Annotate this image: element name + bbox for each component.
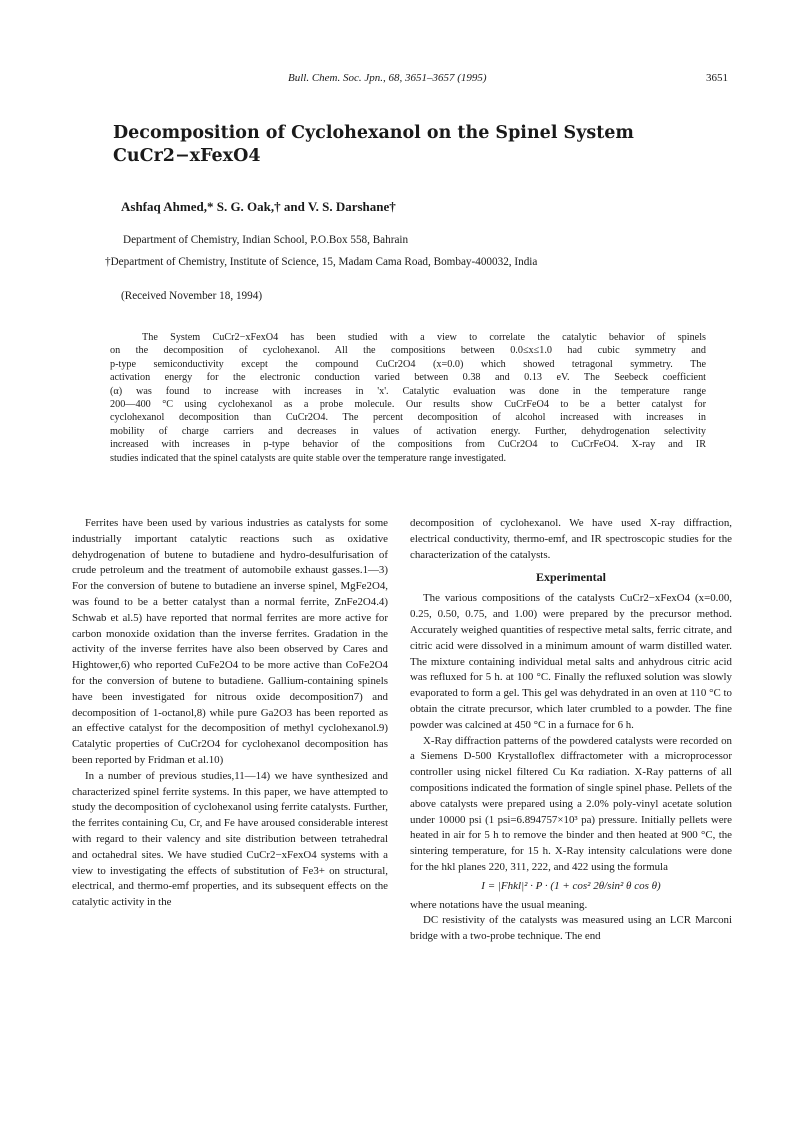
abstract-line: activation energy for the electronic conduction varied between 0.38 and 0.13 eV. The Seebeck coefficient: [110, 372, 706, 384]
journal-citation: Bull. Chem. Soc. Jpn., 68, 3651–3657 (1995): [288, 72, 487, 84]
page-number: 3651: [706, 72, 728, 84]
intro-continuation: decomposition of cyclohexanol. We have used X-ray diffraction, electrical conductivity, thermo-emf, and IR spectroscopic studies for the characterization of the catalysts.: [410, 517, 732, 561]
left-column: [72, 516, 388, 911]
intro-paragraph-1: Ferrites have been used by various industries as catalysts for some industrially important catalytic reactions such as oxidative dehydrogenation of butene to butadiene and hydro-desulfurisation of crude petroleum and the treatment of automobile exhaust gasses.1—3) For the conversion of butene to butadiene an inverse spinel, MgFe2O4, was found to be a better catalyst than a normal ferrite, ZnFe2O4.4) Schwab et al.5) have reported that normal ferrites are more active for carbon monoxide oxidation than the inverse ferrites. Gradation in the activity of the inverse ferrites have also been observed by Cares and Hightower,6) who reported CuFe2O4 to be more active than CoFe2O4 for the conversion of butene to butadiene. Gallium-containing spinels have been investigated for nitrous oxide decomposition7) and decomposition of 1-octanol,8) while pure Ga2O3 has been reported as an effective catalyst for the decomposition of methyl cyclohexanol.9) Catalytic properties of CuCr2O4 for cyclohexanol decomposition has been reported by Fridman et al.10): [72, 517, 388, 766]
author-list: Ashfaq Ahmed,* S. G. Oak,† and V. S. Darshane†: [121, 199, 396, 214]
abstract-line: 200—400 °C using cyclohexanol as a probe molecule. Our results show CuCrFeO4 to be a better catalyst for: [110, 399, 706, 411]
abstract-line: mobility of charge carriers and decreases in values of activation energy. Further, dehydrogenation selectivity: [110, 425, 706, 437]
abstract-line: (α) was found to increase with increases in 'x'. Catalytic evaluation was done in the temperature range: [110, 385, 706, 397]
abstract-line: The System CuCr2−xFexO4 has been studied with a view to correlate the catalytic behavior of spinels: [142, 332, 706, 343]
paper-title: Decomposition of Cyclohexanol on the Spinel System CuCr2−xFexO4: [113, 123, 634, 166]
abstract-line: p-type semiconductivity except the compound CuCr2O4 (x=0.0) which showed tetragonal symmetry. The: [110, 358, 706, 370]
abstract-line: on the decomposition of cyclohexanol. All the compositions between 0.0≤x≤1.0 had cubic symmetry and: [110, 345, 706, 357]
formula-note: where notations have the usual meaning.: [410, 898, 588, 911]
received-date: (Received November 18, 1994): [121, 290, 263, 302]
abstract-line: cyclohexanol decomposition than CuCr2O4. The percent decomposition of alcohol increased with increases in: [110, 412, 706, 424]
experimental-paragraph-2: X-Ray diffraction patterns of the powdered catalysts were recorded on a Siemens D-500 Krystalloflex diffractometer with a microprocessor controller using nickel filtered Cu Kα radiation. X-Ray patterns of all compositions indicated the formation of single spinel phase. Pellets of the above catalysts were prepared using a 2.0% poly-vinyl acetate solution under 10000 psi (1 psi=6.894757×10³ pa) pressure. Initially pellets were heated in air for 5 h to remove the binder and then heated at 900 °C, the sintering temperature, for 15 h. X-Ray intensity calculations were done for the hkl planes 220, 311, 222, and 422 using the formula: [410, 734, 732, 873]
affiliation-2: †Department of Chemistry, Institute of Science, 15, Madam Cama Road, Bombay-400032, India: [105, 256, 538, 268]
right-column: [410, 516, 732, 945]
intensity-formula: I = |Fhkl|² · P · (1 + cos² 2θ/sin² θ cos θ): [481, 879, 661, 892]
abstract: [110, 331, 706, 465]
intro-paragraph-2: In a number of previous studies,11—14) we have synthesized and characterized spinel ferrite systems. In this paper, we have attempted to study the decomposition of cyclohexanol using ferrite catalysts. Further, the ferrites containing Cu, Cr, and Fe have aroused considerable interest with regard to their valency and site distribution between tetrahedral and octahedral sites. We have studied CuCr2−xFexO4 systems with a view to investigating the effects of substitution of Fe3+ on structural, electrical, and thermo-emf properties, and its subsequent effects on the catalytic activity in the: [72, 769, 388, 909]
abstract-line: studies indicated that the spinel catalysts are quite stable over the temperature range investigated.: [110, 452, 507, 464]
experimental-paragraph-1: The various compositions of the catalysts CuCr2−xFexO4 (x=0.00, 0.25, 0.50, 0.75, and 1.00) were prepared by the precursor method. Accurately weighed quantities of respective metal salts, ferric citrate, and citric acid were dissolved in a minimum amount of warm distilled water. The mixture containing individual metal salts and anhydrous citric acid was refluxed for 5 h. at 100 °C. Finally the refluxed solution was slowly evaporated to form a gel. This gel was dehydrated in an oven at 110 °C to obtain the citrate precursor, which later crumbled to a powder. The fine powder was calcined at 450 °C in a furnace for 6 h.: [410, 592, 732, 731]
affiliation-1: Department of Chemistry, Indian School, P.O.Box 558, Bahrain: [123, 234, 409, 246]
section-heading-experimental: Experimental: [536, 570, 606, 585]
dc-resistivity-paragraph: DC resistivity of the catalysts was measured using an LCR Marconi bridge with a two-probe technique. The end: [410, 914, 732, 943]
abstract-line: increased with increases in p-type behavior of the compositions from CuCr2O4 to CuCrFeO4. X-ray and IR: [110, 439, 706, 451]
